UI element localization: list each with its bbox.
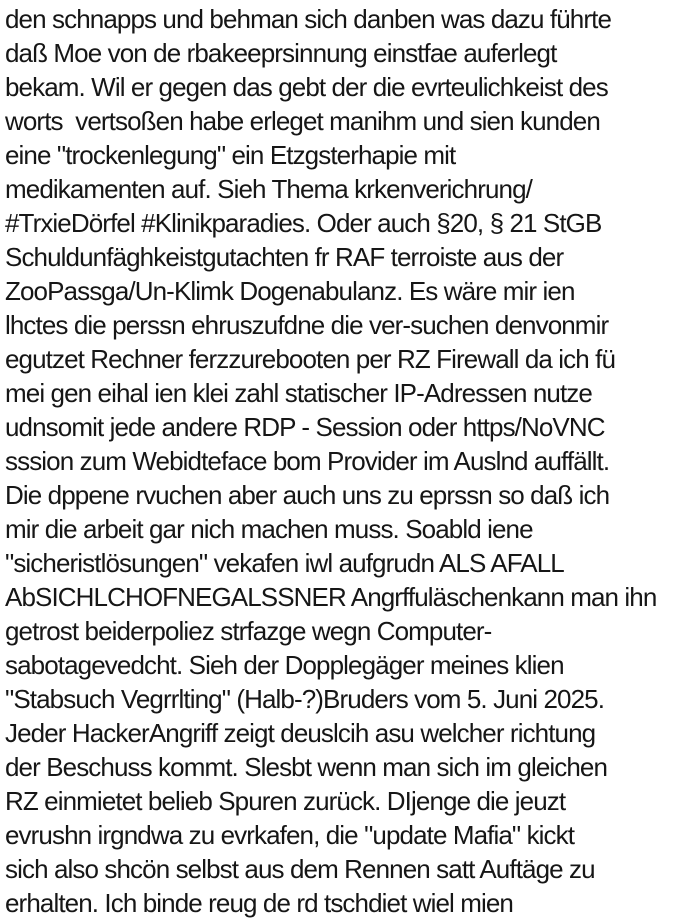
text-line: #TrxieDörfel #Klinikparadies. Oder auch §20, § 21 StGB bbox=[5, 208, 602, 238]
text-line: mir die arbeit gar nich machen muss. Soabld iene bbox=[5, 514, 533, 544]
text-line: RZ einmietet belieb Spuren zurück. DIjenge die jeuzt bbox=[5, 786, 566, 816]
text-line: den schnapps und behman sich danben was dazu führte bbox=[5, 4, 612, 34]
text-line: lhctes die perssn ehruszufdne die ver-suchen denvonmir bbox=[5, 310, 609, 340]
text-line: daß Moe von de rbakeeprsinnung einstfae auferlegt bbox=[5, 38, 557, 68]
text-line: sich also shcön selbst aus dem Rennen satt Auftäge zu bbox=[5, 854, 595, 884]
text-line: egutzet Rechner ferzzurebooten per RZ Firewall da ich fü bbox=[5, 344, 616, 374]
text-line: "Stabsuch Vegrrlting" (Halb-?)Bruders vom 5. Juni 2025. bbox=[5, 684, 605, 714]
text-line: bekam. Wil er gegen das gebt der die evrteulichkeist des bbox=[5, 72, 608, 102]
text-line: eine "trockenlegung" ein Etzgsterhapie mit bbox=[5, 140, 456, 170]
text-line: "sicheristlösungen" vekafen iwl aufgrudn ALS AFALL bbox=[5, 548, 564, 578]
text-line: medikamenten auf. Sieh Thema krkenverichrung/ bbox=[5, 174, 532, 204]
text-line: der Beschuss kommt. Slesbt wenn man sich im gleichen bbox=[5, 752, 608, 782]
text-line: Die dppene rvuchen aber auch uns zu eprssn so daß ich bbox=[5, 480, 610, 510]
text-line: sabotagevedcht. Sieh der Dopplegäger meines klien bbox=[5, 650, 564, 680]
text-line: ZooPassga/Un-Klimk Dogenabulanz. Es wäre mir ien bbox=[5, 276, 575, 306]
text-line: Schuldunfäghkeistgutachten fr RAF terroiste aus der bbox=[5, 242, 564, 272]
text-line: worts vertsoßen habe erleget manihm und sien kunden bbox=[5, 106, 600, 136]
text-line: udnsomit jede andere RDP - Session oder https/NoVNC bbox=[5, 412, 605, 442]
text-line: erhalten. Ich binde reug de rd tschdiet wiel mien bbox=[5, 888, 513, 918]
text-line: Jeder HackerAngriff zeigt deuslcih asu welcher richtung bbox=[5, 718, 596, 748]
text-line: getrost beiderpoliez strfazge wegn Computer- bbox=[5, 616, 492, 646]
text-line: AbSICHLCHOFNEGALSSNER Angrffuläschenkann man ihn bbox=[5, 582, 657, 612]
text-line: mei gen eihal ien klei zahl statischer IP-Adressen nutze bbox=[5, 378, 592, 408]
text-line: evrushn irgndwa zu evrkafen, die "update Mafia" kickt bbox=[5, 820, 575, 850]
text-line: sssion zum Webidteface bom Provider im Auslnd auffällt. bbox=[5, 446, 610, 476]
